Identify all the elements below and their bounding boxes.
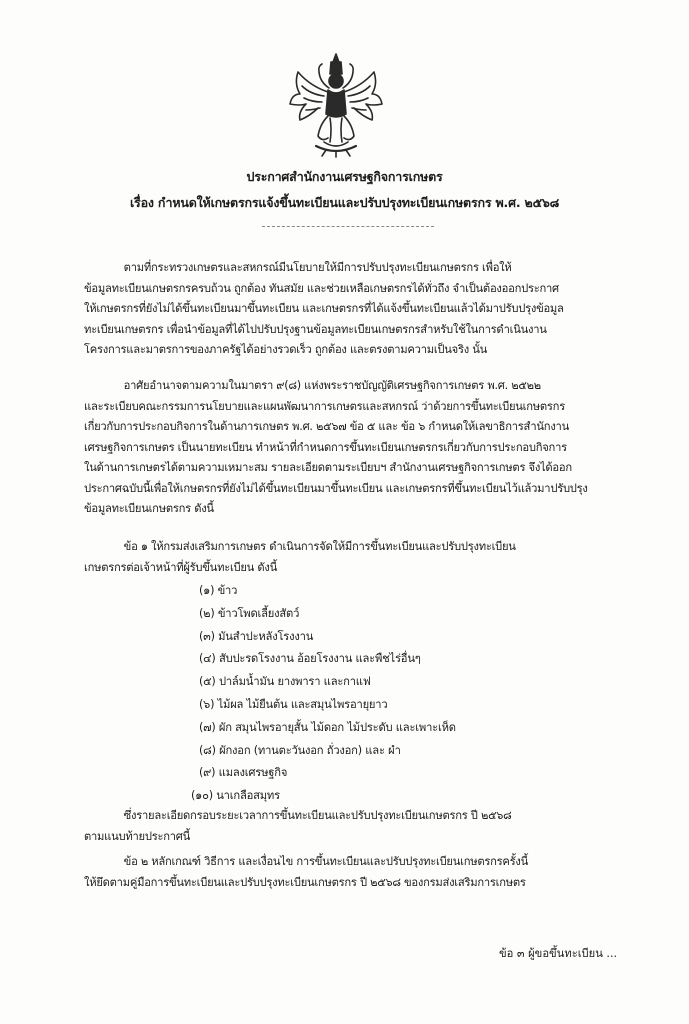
text-line: อาศัยอำนาจตามความในมาตรา ๙(๘) แห่งพระราชบัญญัติเศรษฐกิจการเกษตร พ.ศ. ๒๕๒๒ (84, 379, 541, 392)
list-item: (๑๐) นาเกลือสมุทร (191, 789, 280, 803)
list-item: (๖) ไม้ผล ไม้ยืนต้น และสมุนไพรอายุยาว (199, 697, 388, 711)
clause-2 (84, 852, 624, 893)
page-continuation: ข้อ ๓ ผู้ขอขึ้นทะเบียน ... (499, 947, 618, 960)
text-line: ข้อ ๒ หลักเกณฑ์ วิธีการ และเงื่อนไข การขึ้นทะเบียนและปรับปรุงทะเบียนเกษตรกรครั้งนี้ (84, 855, 529, 868)
text-line: ทะเบียนเกษตรกร เพื่อนำข้อมูลที่ได้ไปปรับปรุงฐานข้อมูลทะเบียนเกษตรกรสำหรับใช้ในการดำเนินงาน (84, 322, 547, 336)
text-line: ประกาศฉบับนี้เพื่อให้เกษตรกรที่ยังไม่ได้ขึ้นทะเบียนมาขึ้นทะเบียน และเกษตรกรที่ขึ้นทะเบียนไว้แล้วมาปรับปรุง (84, 481, 588, 495)
text-line: ให้เกษตรกรที่ยังไม่ได้ขึ้นทะเบียนมาขึ้นทะเบียน และเกษตรกรที่ได้แจ้งขึ้นทะเบียนแล้วได้มาปรับปรุงข้อมูล (84, 302, 564, 315)
clause-1 (84, 537, 624, 578)
list-item: (๗) ผัก สมุนไพรอายุสั้น ไม้ดอก ไม้ประดับ และเพาะเห็ด (199, 720, 456, 734)
text-line: ข้อมูลทะเบียนเกษตรกร ดังนี้ (84, 502, 214, 515)
text-line: ข้อ ๑ ให้กรมส่งเสริมการเกษตร ดำเนินการจัดให้มีการขึ้นทะเบียนและปรับปรุงทะเบียน (84, 540, 516, 553)
list-item: (๑) ข้าว (199, 584, 238, 597)
text-line: และระเบียบคณะกรรมการนโยบายและแผนพัฒนาการเกษตรและสหกรณ์ ว่าด้วยการขึ้นทะเบียนเกษตรกร (84, 399, 565, 413)
list-item: (๕) ปาล์มน้ำมัน ยางพารา และกาแฟ (199, 675, 371, 689)
list-item: (๘) ผักงอก (ทานตะวันงอก ถั่วงอก) และ ผำ (199, 743, 401, 757)
list-item: (๙) แมลงเศรษฐกิจ (199, 766, 288, 780)
text-line: ตามที่กระทรวงเกษตรและสหกรณ์มีนโยบายให้มีการปรับปรุงทะเบียนเกษตรกร เพื่อให้ (84, 261, 512, 274)
text-line: เกี่ยวกับการประกอบกิจการในด้านการเกษตร พ.ศ. ๒๕๖๗ ข้อ ๕ และ ข้อ ๖ กำหนดให้เลขาธิการสำนักงาน (84, 420, 569, 433)
garuda-emblem-icon (286, 50, 386, 158)
text-line: ในด้านการเกษตรได้ตามความเหมาะสม รายละเอียดตามระเบียบฯ สำนักงานเศรษฐกิจการเกษตร จึงได้ออก (84, 461, 572, 474)
text-line: ซึ่งรายละเอียดกรอบระยะเวลาการขึ้นทะเบียนและปรับปรุงทะเบียนเกษตรกร ปี ๒๕๖๘ (84, 809, 512, 822)
announcement-issuer-title: ประกาศสำนักงานเศรษฐกิจการเกษตร (246, 169, 443, 184)
list-item: (๔) สับปะรดโรงงาน อ้อยโรงงาน และพืชไร่อื่นๆ (199, 652, 421, 666)
text-line: ตามแนบท้ายประกาศนี้ (84, 829, 191, 843)
text-line: เกษตรกรต่อเจ้าหน้าที่ผู้รับขึ้นทะเบียน ดังนี้ (84, 560, 278, 574)
list-item: (๒) ข้าวโพดเลี้ยงสัตว์ (199, 606, 300, 620)
paragraph-preamble (84, 258, 624, 361)
clause-1-schedule-note (84, 806, 624, 847)
list-item: (๓) มันสำปะหลังโรงงาน (199, 629, 314, 643)
text-line: ให้ยึดตามคู่มือการขึ้นทะเบียนและปรับปรุงทะเบียนเกษตรกร ปี ๒๕๖๘ ของกรมส่งเสริมการเกษตร (84, 875, 526, 889)
title-divider (262, 226, 434, 227)
announcement-subject-title: เรื่อง กำหนดให้เกษตรกรแจ้งขึ้นทะเบียนและปรับปรุงทะเบียนเกษตรกร พ.ศ. ๒๕๖๘ (129, 195, 560, 210)
paragraph-authority (84, 376, 624, 520)
text-line: ข้อมูลทะเบียนเกษตรกรครบถ้วน ถูกต้อง ทันสมัย และช่วยเหลือเกษตรกรได้ทั่วถึง จำเป็นต้องออกประกาศ (84, 281, 559, 295)
crop-list (191, 580, 579, 808)
text-line: โครงการและมาตรการของภาครัฐได้อย่างรวดเร็ว ถูกต้อง และตรงตามความเป็นจริง นั้น (84, 343, 488, 356)
text-line: เศรษฐกิจการเกษตร เป็นนายทะเบียน ทำหน้าที่กำหนดการขึ้นทะเบียนเกษตรกรเกี่ยวกับการประกอบกิจการ (84, 440, 567, 454)
